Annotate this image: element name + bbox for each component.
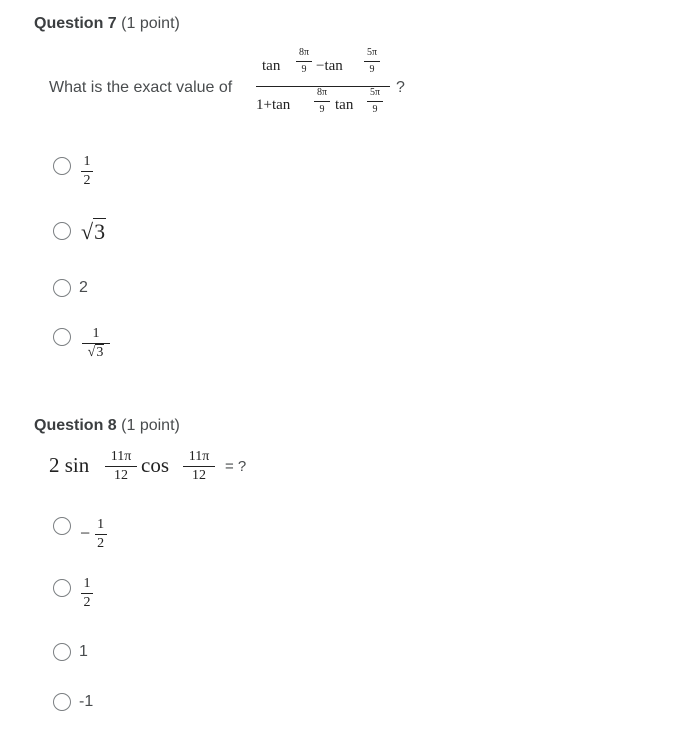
expr-den-tan-2: tan bbox=[335, 97, 354, 113]
expr-num-frac-1-num: 8π bbox=[298, 47, 310, 58]
q7-option-2-label: √3 bbox=[81, 219, 106, 244]
expr-den-frac-2-den: 9 bbox=[372, 104, 378, 115]
q8-expr-cos: cos bbox=[141, 453, 169, 477]
q8-option-1-label bbox=[80, 515, 107, 551]
expr-den-frac-2 bbox=[367, 88, 383, 115]
q7-option-3-radio[interactable] bbox=[53, 279, 71, 297]
question-8-header bbox=[34, 417, 180, 435]
q7-option-3-label: 2 bbox=[79, 279, 88, 296]
q8-option-1-den: 2 bbox=[97, 536, 105, 552]
expr-den-frac-2-num: 5π bbox=[369, 87, 381, 98]
expr-num-frac-2-num: 5π bbox=[366, 47, 378, 58]
q8-option-4-label: -1 bbox=[79, 693, 94, 710]
q8-option-1-num: 1 bbox=[97, 517, 105, 533]
expr-num-frac-2-den: 9 bbox=[369, 64, 375, 75]
q7-option-4-radio[interactable] bbox=[53, 328, 71, 346]
q7-option-4-num: 1 bbox=[92, 326, 100, 341]
question-7-header bbox=[34, 15, 180, 33]
q7-option-1-label bbox=[81, 155, 93, 188]
question-7-expression bbox=[256, 46, 396, 130]
q8-expr-frac-2-den: 12 bbox=[192, 468, 206, 483]
q8-expr-frac-1-num: 11π bbox=[110, 449, 132, 464]
q7-option-2-radio[interactable] bbox=[53, 222, 71, 240]
expr-den-tan-1: 1+tan bbox=[256, 97, 291, 113]
q8-option-3-label: 1 bbox=[79, 643, 88, 660]
expr-den-frac-1-den: 9 bbox=[319, 104, 325, 115]
q8-expr-lead: 2 sin bbox=[49, 453, 90, 477]
question-7-prompt: What is the exact value of bbox=[49, 79, 233, 96]
q8-option-2-num: 1 bbox=[83, 576, 91, 591]
question-8-title: Question 8 bbox=[34, 417, 117, 434]
expr-num-frac-1-den: 9 bbox=[301, 64, 307, 75]
q7-option-2-radicand: 3 bbox=[94, 219, 106, 244]
question-7-points: (1 point) bbox=[121, 15, 180, 32]
expr-num-frac-2 bbox=[364, 48, 380, 75]
q7-option-1-radio[interactable] bbox=[53, 157, 71, 175]
q7-option-4-label: 1 √3 bbox=[82, 327, 110, 360]
question-7-title: Question 7 bbox=[34, 15, 117, 32]
expr-num-tan-1: tan bbox=[262, 58, 281, 74]
q8-expr-frac-1 bbox=[105, 450, 137, 483]
q8-option-1-sign: − bbox=[80, 523, 91, 543]
expr-num-tan-2: −tan bbox=[316, 58, 343, 74]
q8-expr-suffix: = ? bbox=[225, 458, 247, 475]
q8-option-2-den: 2 bbox=[83, 595, 91, 610]
q7-option-4-den-radicand: 3 bbox=[96, 345, 104, 360]
q8-expr-frac-2 bbox=[183, 450, 215, 483]
q8-option-1-radio[interactable] bbox=[53, 517, 71, 535]
question-8-expression bbox=[49, 448, 249, 488]
q7-option-1-num: 1 bbox=[83, 154, 91, 169]
expr-den-frac-1-num: 8π bbox=[316, 87, 328, 98]
q8-option-2-radio[interactable] bbox=[53, 579, 71, 597]
q8-expr-frac-2-num: 11π bbox=[188, 449, 210, 464]
q8-option-3-radio[interactable] bbox=[53, 643, 71, 661]
question-7-prompt-suffix: ? bbox=[396, 79, 405, 96]
q7-option-1-den: 2 bbox=[83, 173, 91, 188]
q8-option-4-radio[interactable] bbox=[53, 693, 71, 711]
q8-expr-frac-1-den: 12 bbox=[114, 468, 128, 483]
question-8-points: (1 point) bbox=[121, 417, 180, 434]
expr-den-frac-1 bbox=[314, 88, 330, 115]
expr-num-frac-1 bbox=[296, 48, 312, 75]
q8-option-2-label bbox=[81, 577, 93, 610]
